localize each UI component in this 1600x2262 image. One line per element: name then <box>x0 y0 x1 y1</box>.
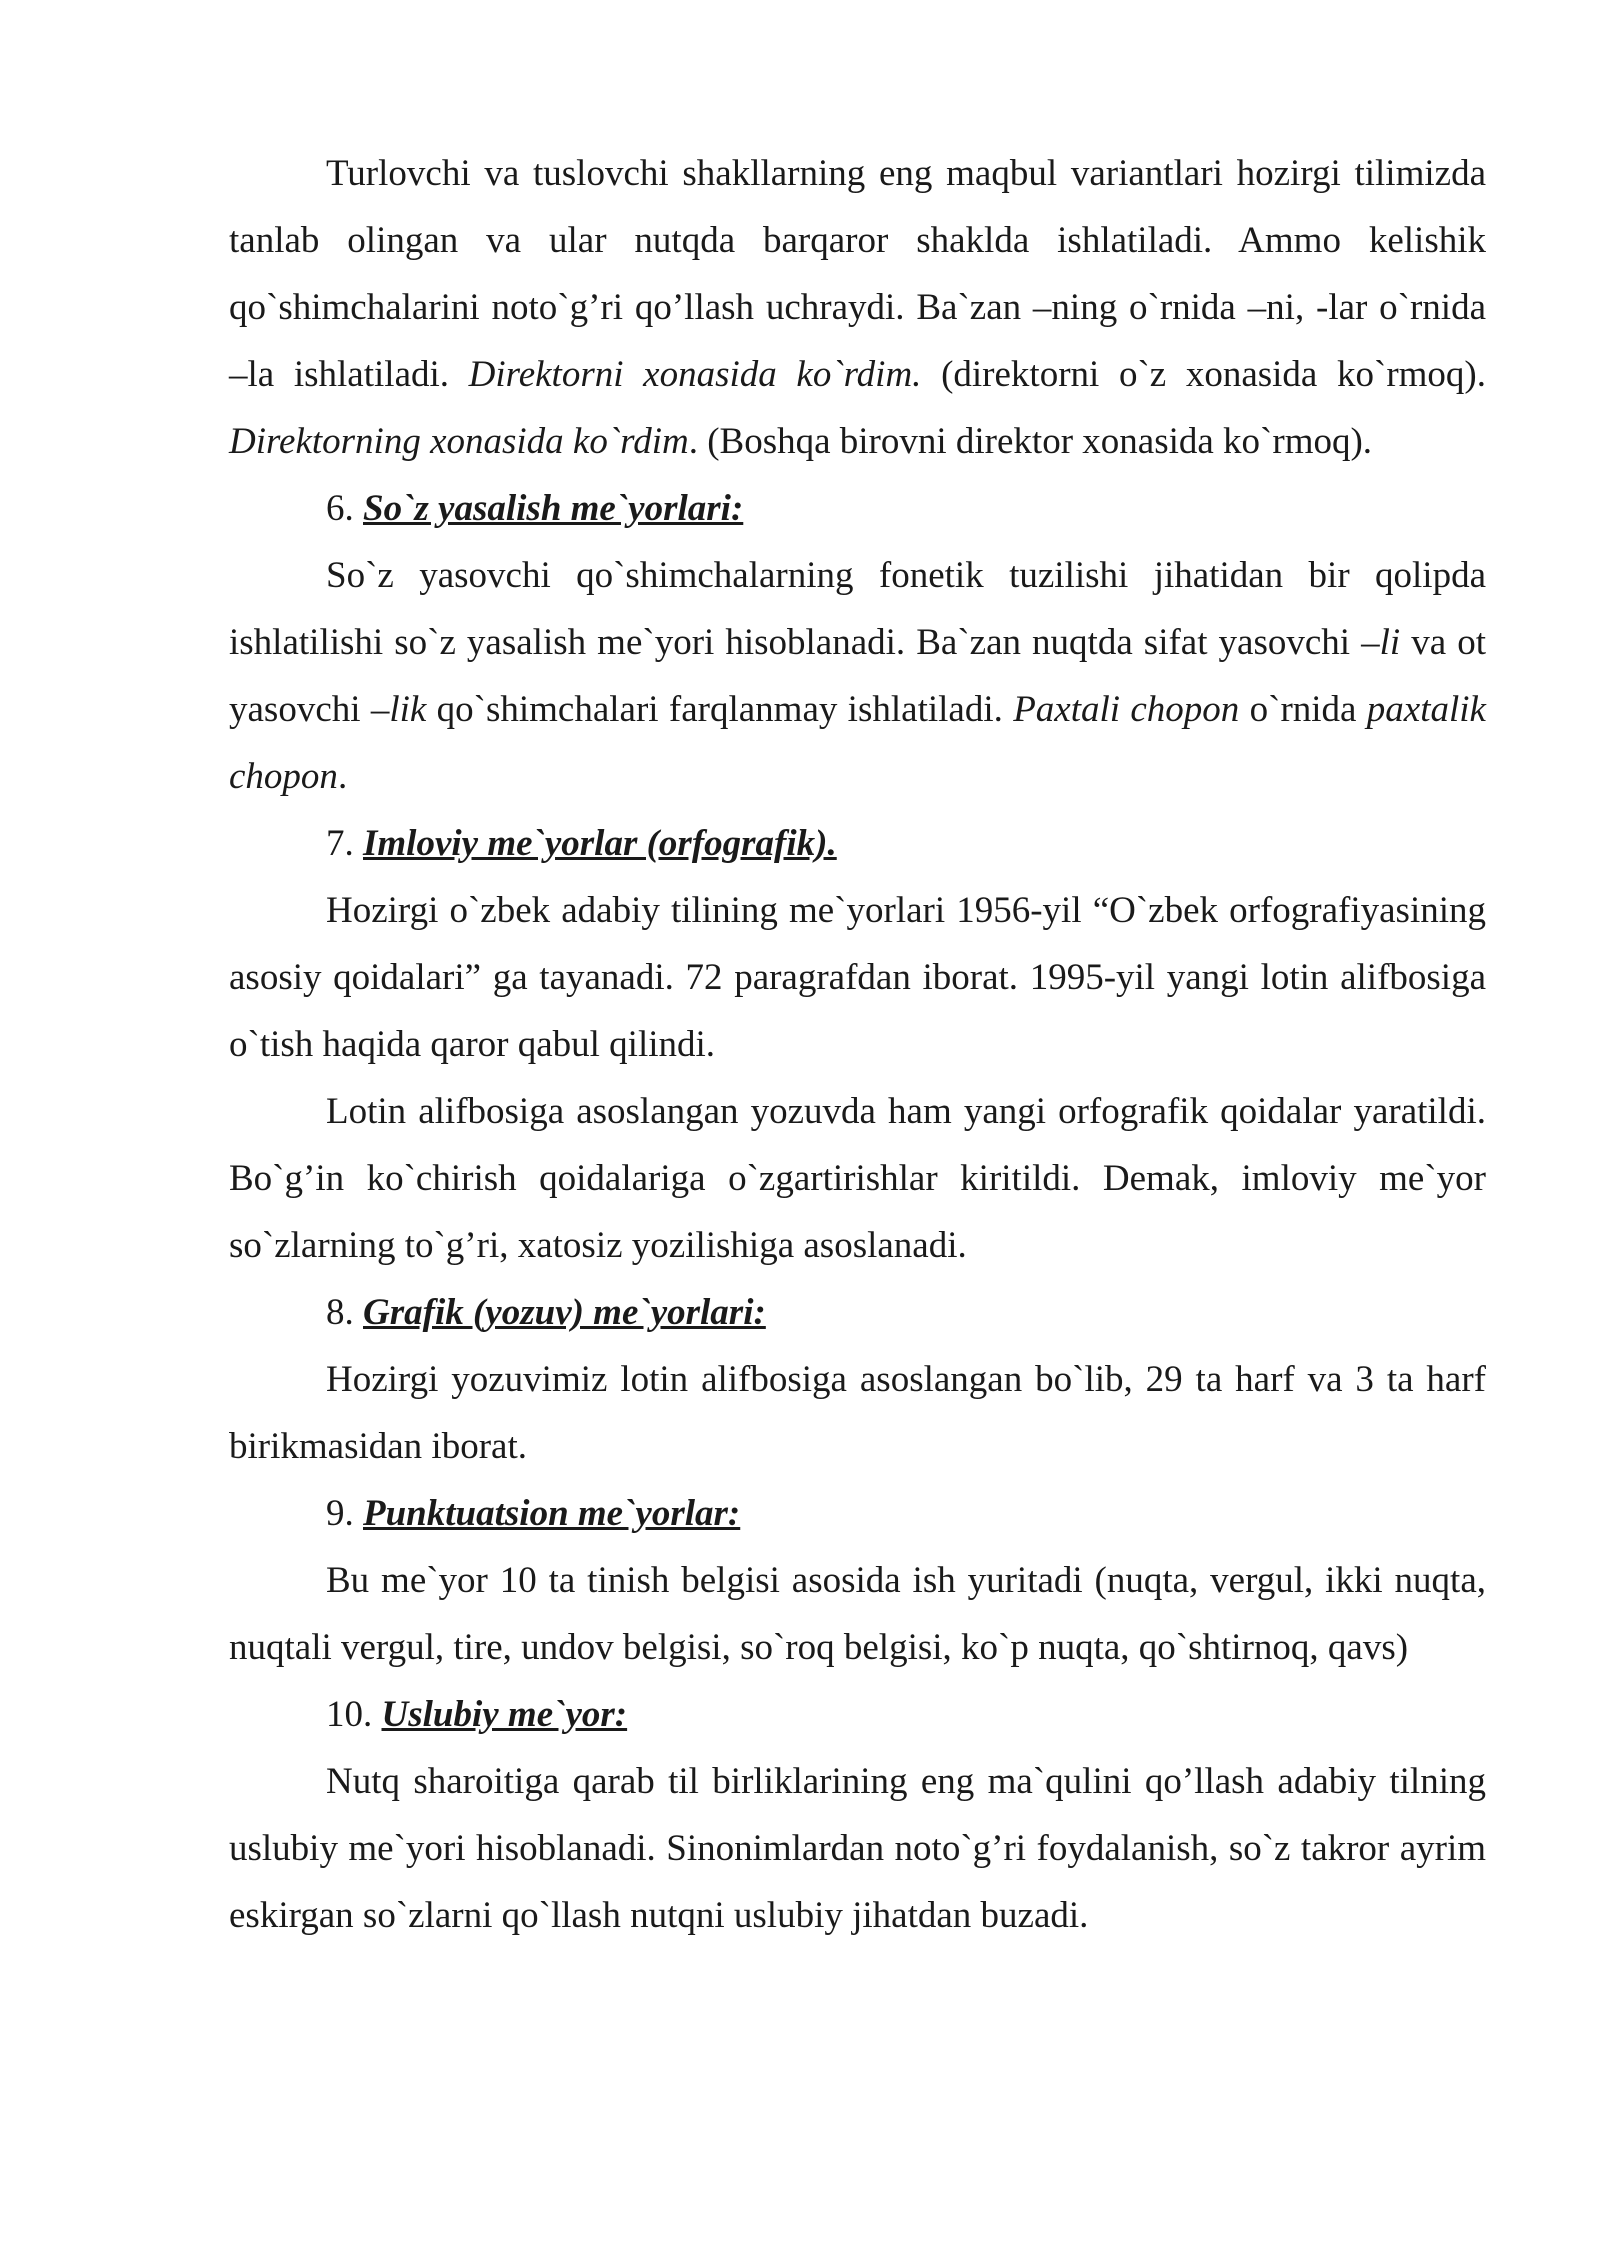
section-heading-10 <box>229 1681 1486 1748</box>
section-number: 10. <box>326 1694 382 1735</box>
section-heading-8 <box>229 1279 1486 1346</box>
example-italic: paxtalik chopon <box>229 689 1486 797</box>
paragraph-text: . (Boshqa birovni direktor xonasida ko`rmoq). <box>688 421 1373 462</box>
paragraph-text: o`rnida <box>1239 689 1367 730</box>
paragraph-text: . <box>337 756 348 797</box>
example-italic: –lik <box>370 689 427 730</box>
paragraph-text: Turlovchi va tuslovchi shakllarning eng maqbul variantlari hozirgi tilimizda tanlab olingan va ular nutqda barqaror shaklda ishlatiladi. Ammo kelishik qo`shimchalarini noto`g’ri qo’llash uchraydi. Ba`zan –ning o`rnida –ni, -lar o`rnida –la ishlatiladi. <box>229 153 1486 395</box>
section-number: 8. <box>326 1292 363 1333</box>
paragraph-punctuation-norms: Bu me`yor 10 ta tinish belgisi asosida ish yuritadi (nuqta, vergul, ikki nuqta, nuqtali vergul, tire, undov belgisi, so`roq belgisi, ko`p nuqta, qo`shtirnoq, qavs) <box>229 1560 1486 1668</box>
section-title: Punktuatsion me`yorlar: <box>363 1493 741 1534</box>
section-number: 6. <box>326 488 363 529</box>
section-title: Uslubiy me`yor: <box>381 1694 628 1735</box>
paragraph-text: So`z yasovchi qo`shimchalarning fonetik tuzilishi jihatidan bir qolipda ishlatilishi so`z yasalish me`yori hisoblanadi. Ba`zan nuqtda sifat yasovchi <box>229 555 1486 663</box>
paragraph-latin-alphabet: Lotin alifbosiga asoslangan yozuvda ham yangi orfografik qoidalar yaratildi. Bo`g’in ko`chirish qoidalariga o`zgartirishlar kiritildi. Demak, imloviy me`yor so`zlarning to`g’ri, xatosiz yozilishiga asoslanadi. <box>229 1091 1486 1266</box>
section-heading-6 <box>229 475 1486 542</box>
section-number: 7. <box>326 823 363 864</box>
paragraph-text: va ot yasovchi <box>229 622 1486 730</box>
example-italic: Paxtali chopon <box>1013 689 1240 730</box>
example-italic: Direktorni xonasida ko`rdim. <box>468 354 922 395</box>
paragraph-style-norms: Nutq sharoitiga qarab til birliklarining eng ma`qulini qo’llash adabiy tilning uslubiy me`yori hisoblanadi. Sinonimlardan noto`g’ri foydalanish, so`z takror ayrim eskirgan so`zlarni qo`llash nutqni uslubiy jihatdan buzadi. <box>229 1761 1486 1936</box>
section-heading-9 <box>229 1480 1486 1547</box>
paragraph-inflection-forms <box>229 140 1486 475</box>
section-title: Imloviy me`yorlar (orfografik). <box>363 823 837 864</box>
example-italic: Direktorning xonasida ko`rdim <box>229 421 689 462</box>
paragraph-text: (direktorni o`z xonasida ko`rmoq). <box>921 354 1486 395</box>
section-title: So`z yasalish me`yorlari: <box>363 488 744 529</box>
paragraph-word-formation <box>229 542 1486 810</box>
paragraph-orthography-norms: Hozirgi o`zbek adabiy tilining me`yorlari 1956-yil “O`zbek orfografiyasining asosiy qoidalari” ga tayanadi. 72 paragrafdan iborat. 1995-yil yangi lotin alifbosiga o`tish haqida qaror qabul qilindi. <box>229 890 1486 1065</box>
section-title: Grafik (yozuv) me`yorlari: <box>363 1292 766 1333</box>
document-page <box>229 140 1486 1949</box>
example-italic: –li <box>1361 622 1401 663</box>
paragraph-graphic-norms: Hozirgi yozuvimiz lotin alifbosiga asoslangan bo`lib, 29 ta harf va 3 ta harf birikmasidan iborat. <box>229 1359 1486 1467</box>
paragraph-text: qo`shimchalari farqlanmay ishlatiladi. <box>426 689 1014 730</box>
section-number: 9. <box>326 1493 363 1534</box>
section-heading-7 <box>229 810 1486 877</box>
